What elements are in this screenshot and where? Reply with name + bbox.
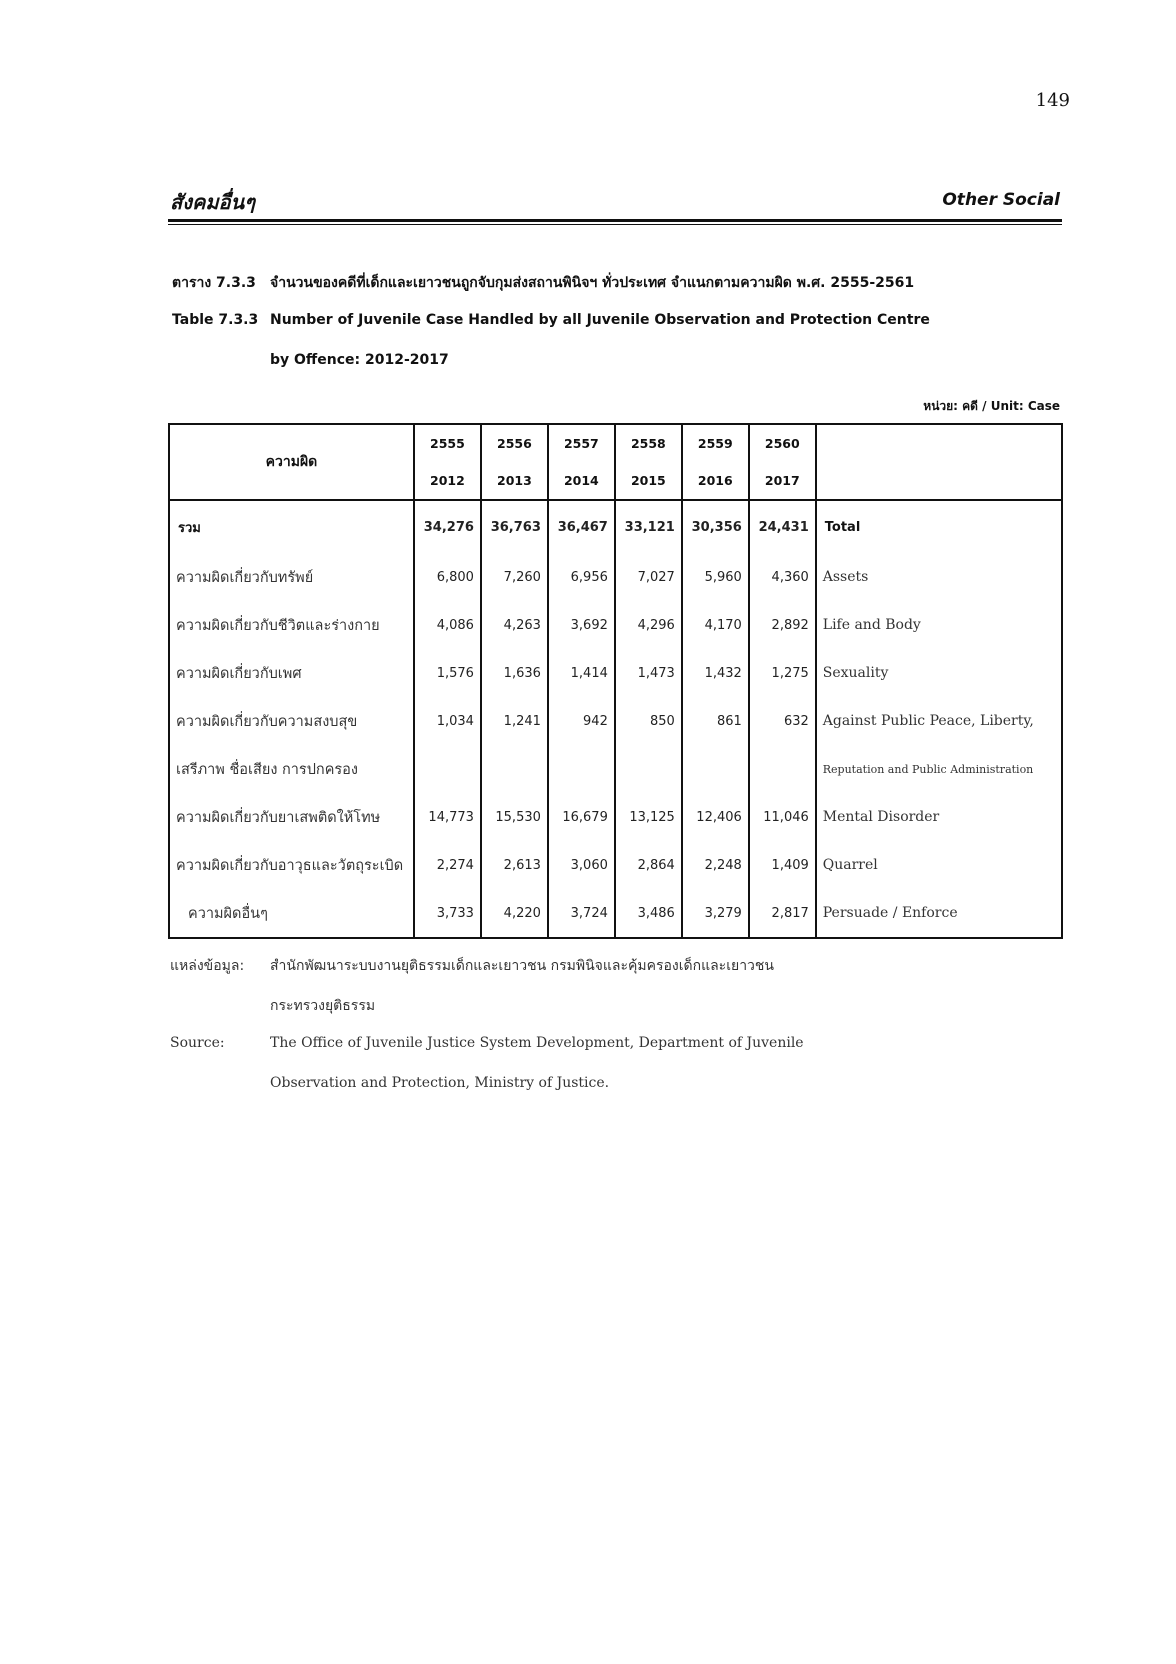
source-thai-line-2: กระทรวงยุติธรรม [270,998,376,1014]
total-label-thai: รวม [169,500,414,553]
offence-label-thai: ความผิดเกี่ยวกับอาวุธและวัตถุระเบิด [176,857,404,874]
total-value: 30,356 [682,500,749,553]
year-ce-2015: 2015 [615,462,682,500]
cell-value: 16,679 [548,793,615,841]
year-be-2558: 2558 [615,424,682,462]
offence-label-english: Quarrel [816,841,1062,889]
cell-value: 3,692 [548,601,615,649]
year-be-2556: 2556 [481,424,548,462]
year-be-2557: 2557 [548,424,615,462]
total-value: 33,121 [615,500,682,553]
offence-label-english: Against Public Peace, Liberty, [816,697,1062,745]
title-english-label: Table 7.3.3 [172,312,259,328]
year-be-2560: 2560 [749,424,816,462]
total-value: 36,467 [548,500,615,553]
cell-value: 2,817 [749,889,816,938]
total-value: 36,763 [481,500,548,553]
cell-value: 2,864 [615,841,682,889]
year-be-2559: 2559 [682,424,749,462]
cell-value: 3,486 [615,889,682,938]
total-value: 24,431 [749,500,816,553]
cell-value: 850 [615,697,682,745]
table-row [169,745,1062,793]
table-row [169,889,1062,938]
year-be-2555: 2555 [414,424,481,462]
offence-label-english: Reputation and Public Administration [816,745,1062,793]
offence-header: ความผิด [265,454,318,470]
cell-value: 14,773 [414,793,481,841]
offence-label-thai: ความผิดเกี่ยวกับเพศ [176,665,302,682]
cell-value: 942 [548,697,615,745]
cell-value [414,745,481,793]
cell-value [481,745,548,793]
offence-label-english: Life and Body [816,601,1062,649]
cell-value [548,745,615,793]
cell-value: 4,296 [615,601,682,649]
english-label-header [816,424,1062,500]
header-rule-thick [168,219,1062,222]
section-header [170,186,1060,216]
source-english-label: Source: [170,1035,225,1051]
offence-label-thai: ความผิดเกี่ยวกับความสงบสุข [176,713,358,730]
year-ce-2012: 2012 [414,462,481,500]
unit-label: หน่วย: คดี / Unit: Case [923,399,1060,413]
year-ce-2016: 2016 [682,462,749,500]
title-thai-text: จำนวนของคดีที่เด็กและเยาวชนถูกจับกุมส่งสถานพินิจฯ ทั่วประเทศ จำแนกตามความผิด พ.ศ. 2555-2561 [270,275,915,291]
source-thai-label: แหล่งข้อมูล: [170,958,245,974]
cell-value: 2,892 [749,601,816,649]
section-title-english: Other Social [942,190,1060,210]
cell-value: 15,530 [481,793,548,841]
cell-value: 1,636 [481,649,548,697]
cell-value: 4,086 [414,601,481,649]
offence-label-thai: ความผิดเกี่ยวกับยาเสพติดให้โทษ [176,809,381,826]
cell-value: 1,409 [749,841,816,889]
cell-value [682,745,749,793]
offence-label-thai: เสรีภาพ ชื่อเสียง การปกครอง [176,761,358,778]
cell-value: 1,275 [749,649,816,697]
cell-value: 1,034 [414,697,481,745]
offence-label-thai: ความผิดเกี่ยวกับชีวิตและร่างกาย [176,617,380,634]
header-rule-thin [168,224,1062,225]
total-row [169,500,1062,553]
cell-value: 1,473 [615,649,682,697]
cell-value: 2,248 [682,841,749,889]
title-thai-line [172,272,914,294]
offence-label-english: Mental Disorder [816,793,1062,841]
source-english-line-1 [170,1035,804,1051]
cell-value: 4,170 [682,601,749,649]
cell-value: 6,800 [414,553,481,601]
data-table [168,423,1063,939]
offence-label-english: Persuade / Enforce [816,889,1062,938]
cell-value: 3,733 [414,889,481,938]
cell-value: 2,613 [481,841,548,889]
offence-label-thai: ความผิดเกี่ยวกับทรัพย์ [176,569,314,586]
cell-value: 11,046 [749,793,816,841]
cell-value [749,745,816,793]
cell-value: 5,960 [682,553,749,601]
cell-value: 2,274 [414,841,481,889]
cell-value: 3,724 [548,889,615,938]
header-row-be [169,424,1062,462]
section-title-thai: สังคมอื่นๆ [170,190,255,214]
title-english-line-2: by Offence: 2012-2017 [270,352,449,368]
cell-value: 7,260 [481,553,548,601]
page-number: 149 [1035,90,1070,111]
cell-value: 4,360 [749,553,816,601]
cell-value: 13,125 [615,793,682,841]
source-thai-line-1 [170,955,774,977]
source-english-line-2: Observation and Protection, Ministry of Justice. [270,1075,610,1091]
cell-value: 4,220 [481,889,548,938]
source-thai-text-1: สำนักพัฒนาระบบงานยุติธรรมเด็กและเยาวชน กรมพินิจและคุ้มครองเด็กและเยาวชน [270,958,774,974]
cell-value: 6,956 [548,553,615,601]
title-english-text-1: Number of Juvenile Case Handled by all Juvenile Observation and Protection Centre [270,312,930,328]
total-value: 34,276 [414,500,481,553]
source-english-text-1: The Office of Juvenile Justice System Development, Department of Juvenile [270,1035,804,1051]
cell-value: 861 [682,697,749,745]
year-ce-2013: 2013 [481,462,548,500]
cell-value [615,745,682,793]
cell-value: 1,241 [481,697,548,745]
cell-value: 632 [749,697,816,745]
title-english-line [172,312,930,328]
year-ce-2017: 2017 [749,462,816,500]
table-row [169,697,1062,745]
cell-value: 3,060 [548,841,615,889]
cell-value: 1,414 [548,649,615,697]
cell-value: 1,576 [414,649,481,697]
offence-label-english: Assets [816,553,1062,601]
cell-value: 3,279 [682,889,749,938]
table-row [169,601,1062,649]
table-row [169,649,1062,697]
year-ce-2014: 2014 [548,462,615,500]
offence-label-thai: ความผิดอื่นๆ [188,905,268,922]
cell-value: 1,432 [682,649,749,697]
table-row [169,841,1062,889]
table-row [169,793,1062,841]
cell-value: 4,263 [481,601,548,649]
cell-value: 7,027 [615,553,682,601]
cell-value: 12,406 [682,793,749,841]
title-thai-label: ตาราง 7.3.3 [172,275,256,291]
offence-label-english: Sexuality [816,649,1062,697]
total-label-english: Total [816,500,1062,553]
table-row [169,553,1062,601]
